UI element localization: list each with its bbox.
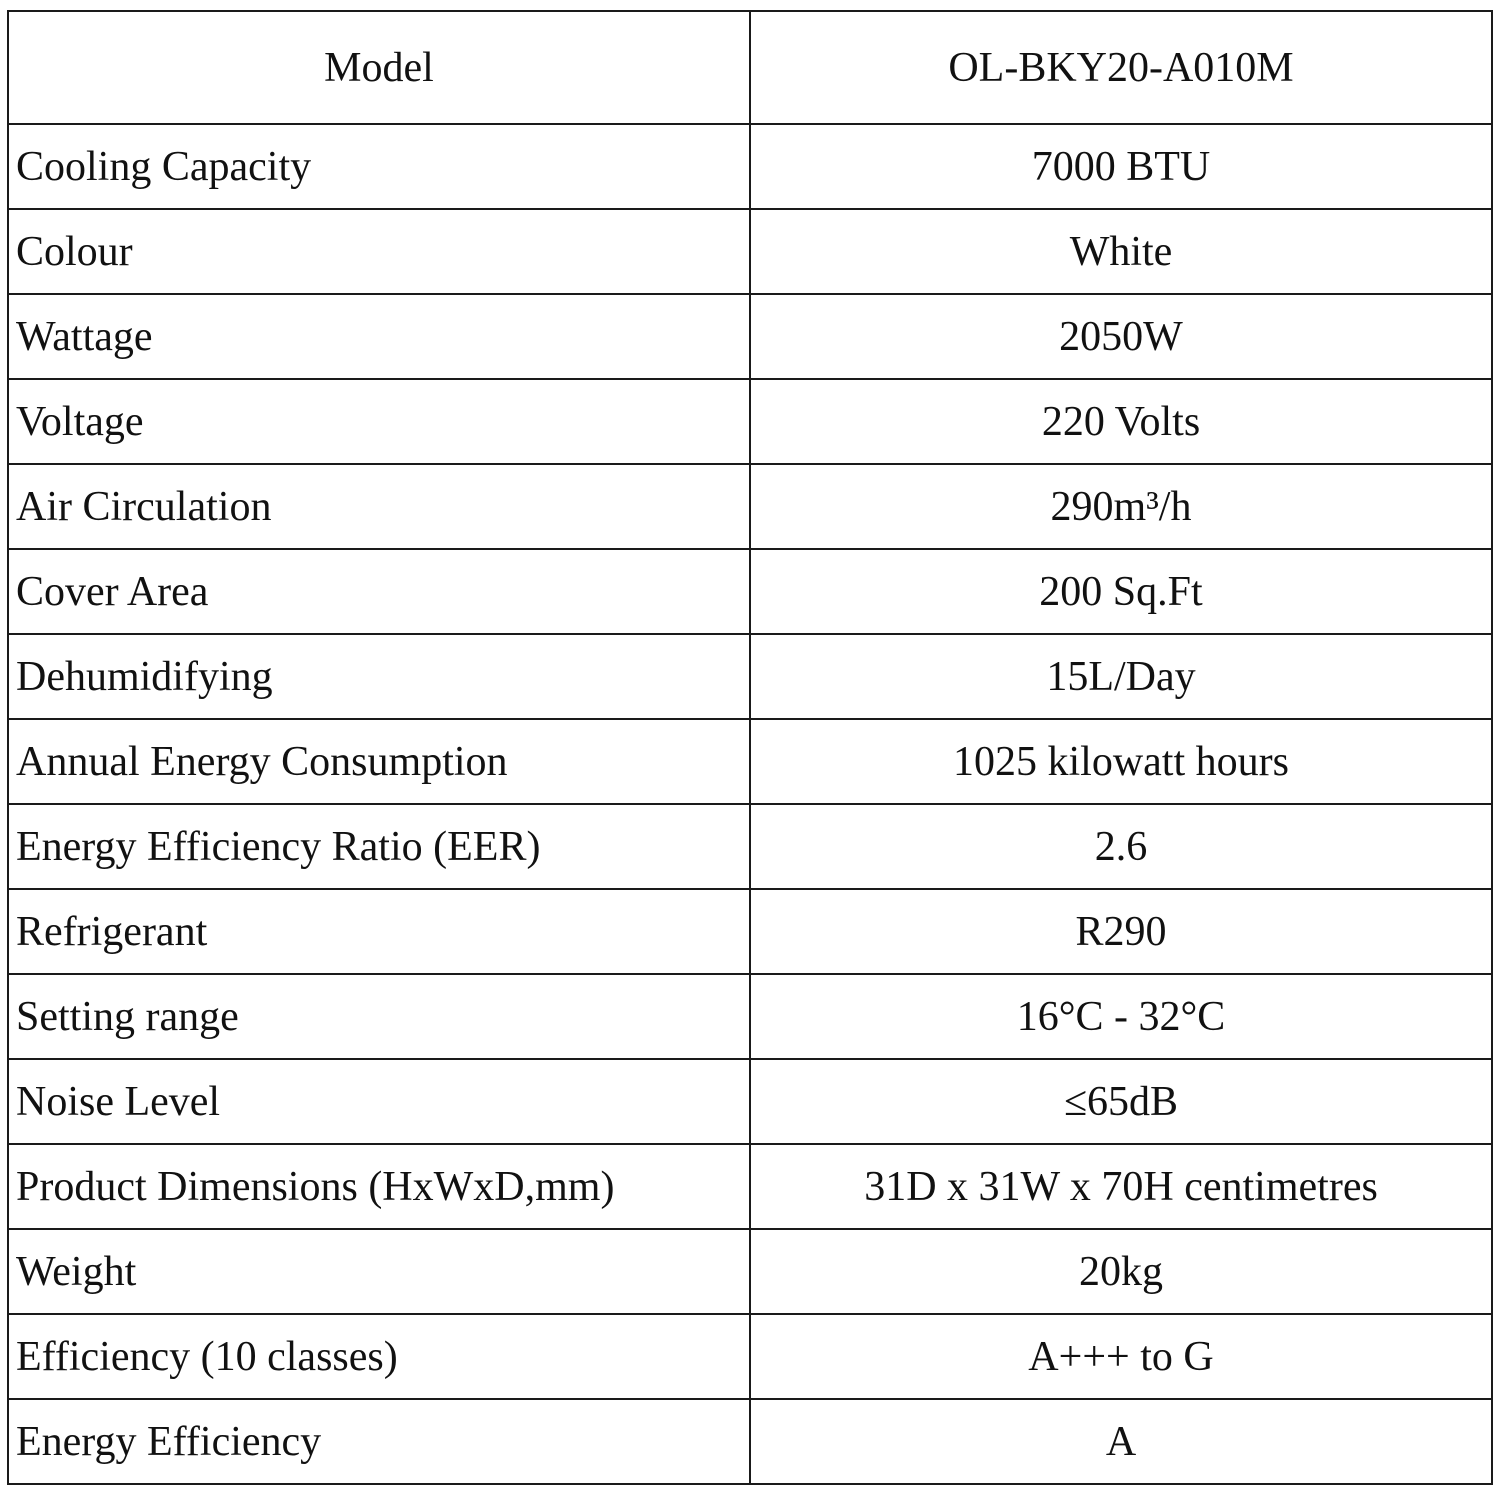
spec-value-cell: R290 — [750, 889, 1492, 974]
spec-value-cell: 2050W — [750, 294, 1492, 379]
spec-value-cell: 200 Sq.Ft — [750, 549, 1492, 634]
table-row — [8, 974, 1492, 1059]
spec-value-cell: 31D x 31W x 70H centimetres — [750, 1144, 1492, 1229]
spec-label-cell: Colour — [8, 209, 750, 294]
spec-value-cell: 7000 BTU — [750, 124, 1492, 209]
spec-value-cell: White — [750, 209, 1492, 294]
spec-label-cell: Cooling Capacity — [8, 124, 750, 209]
spec-label-cell: Voltage — [8, 379, 750, 464]
table-row — [8, 719, 1492, 804]
header-label-cell: Model — [8, 11, 750, 124]
table-row — [8, 294, 1492, 379]
table-row — [8, 549, 1492, 634]
table-row — [8, 1399, 1492, 1484]
spec-label-cell: Weight — [8, 1229, 750, 1314]
spec-label-cell: Efficiency (10 classes) — [8, 1314, 750, 1399]
spec-table — [7, 10, 1493, 1485]
spec-label-cell: Energy Efficiency — [8, 1399, 750, 1484]
table-row — [8, 379, 1492, 464]
spec-value-cell: ≤65dB — [750, 1059, 1492, 1144]
spec-value-cell: A — [750, 1399, 1492, 1484]
table-row — [8, 464, 1492, 549]
spec-value-cell: 16°C - 32°C — [750, 974, 1492, 1059]
table-row — [8, 1059, 1492, 1144]
spec-label-cell: Air Circulation — [8, 464, 750, 549]
spec-label-cell: Refrigerant — [8, 889, 750, 974]
header-value-cell: OL-BKY20-A010M — [750, 11, 1492, 124]
table-row — [8, 1229, 1492, 1314]
spec-value-cell: 290m³/h — [750, 464, 1492, 549]
table-row — [8, 1314, 1492, 1399]
spec-label-cell: Cover Area — [8, 549, 750, 634]
table-row — [8, 634, 1492, 719]
spec-label-cell: Dehumidifying — [8, 634, 750, 719]
table-row — [8, 1144, 1492, 1229]
spec-label-cell: Annual Energy Consumption — [8, 719, 750, 804]
spec-value-cell: 2.6 — [750, 804, 1492, 889]
spec-value-cell: 20kg — [750, 1229, 1492, 1314]
spec-value-cell: 15L/Day — [750, 634, 1492, 719]
spec-label-cell: Wattage — [8, 294, 750, 379]
spec-label-cell: Noise Level — [8, 1059, 750, 1144]
spec-value-cell: A+++ to G — [750, 1314, 1492, 1399]
table-row — [8, 209, 1492, 294]
spec-label-cell: Product Dimensions (HxWxD,mm) — [8, 1144, 750, 1229]
table-row — [8, 124, 1492, 209]
table-row — [8, 889, 1492, 974]
spec-value-cell: 1025 kilowatt hours — [750, 719, 1492, 804]
spec-value-cell: 220 Volts — [750, 379, 1492, 464]
spec-label-cell: Energy Efficiency Ratio (EER) — [8, 804, 750, 889]
table-header-row — [8, 11, 1492, 124]
spec-label-cell: Setting range — [8, 974, 750, 1059]
table-row — [8, 804, 1492, 889]
